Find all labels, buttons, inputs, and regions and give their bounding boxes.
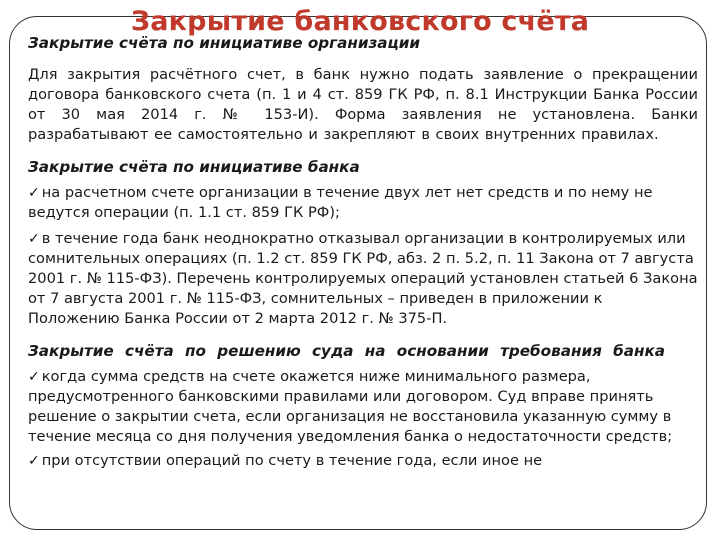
list-item	[28, 229, 698, 329]
section-court	[28, 341, 698, 471]
section-bank	[28, 157, 698, 329]
checkmark-icon: ✓	[28, 185, 40, 201]
slide-title: Закрытие банковского счёта	[130, 6, 590, 37]
section-text-organization: Для закрытия расчётного счет, в банк нужно подать заявление о прекращении договора банковского счета (п. 1 и 4 ст. 859 ГК РФ, п. 8.1 Инструкции Банка России от 30 мая 2014 г. № 153-И). Форма заявления не установлена. Банки разрабатывают ее самостоятельно и закрепляют в своих внутренних правилах.	[28, 66, 698, 143]
checkmark-icon: ✓	[28, 453, 40, 469]
slide-content	[28, 33, 698, 471]
list-item-text: на расчетном счете организации в течение двух лет нет средств и по нему не ведутся операции (п. 1.1 ст. 859 ГК РФ);	[28, 184, 653, 221]
section-heading-court: Закрытие счёта по решению суда на основании требования банка	[28, 342, 666, 360]
list-item	[28, 183, 698, 223]
checkmark-icon: ✓	[28, 369, 40, 385]
list-item-text: в течение года банк неоднократно отказывал организации в контролируемых или сомнительных операциях (п. 1.2 ст. 859 ГК РФ, абз. 2 п. 5.2, п. 11 Закона от 7 августа 2001 г. № 115-ФЗ). Перечень контролируемых операций установлен статьей 6 Закона от 7 августа 2001 г. № 115-ФЗ, сомнительных – приведен в приложении к Положению Банка России от 2 марта 2012 г. № 375-П.	[28, 230, 698, 327]
list-item-text: когда сумма средств на счете окажется ниже минимального размера, предусмотренного банковскими правилами или договором. Суд вправе принять решение о закрытии счета, если организация не восстановила указанную сумму в течение месяца со дня получения уведомления банка о недостаточности средств;	[28, 368, 673, 445]
list-item	[28, 451, 698, 471]
list-item-text: при отсутствии операций по счету в течение года, если иное не	[41, 452, 543, 469]
section-heading-bank: Закрытие счёта по инициативе банка	[28, 158, 360, 176]
list-item	[28, 367, 698, 447]
section-heading-organization: Закрытие счёта по инициативе организации	[28, 34, 421, 52]
checkmark-icon: ✓	[28, 231, 40, 247]
